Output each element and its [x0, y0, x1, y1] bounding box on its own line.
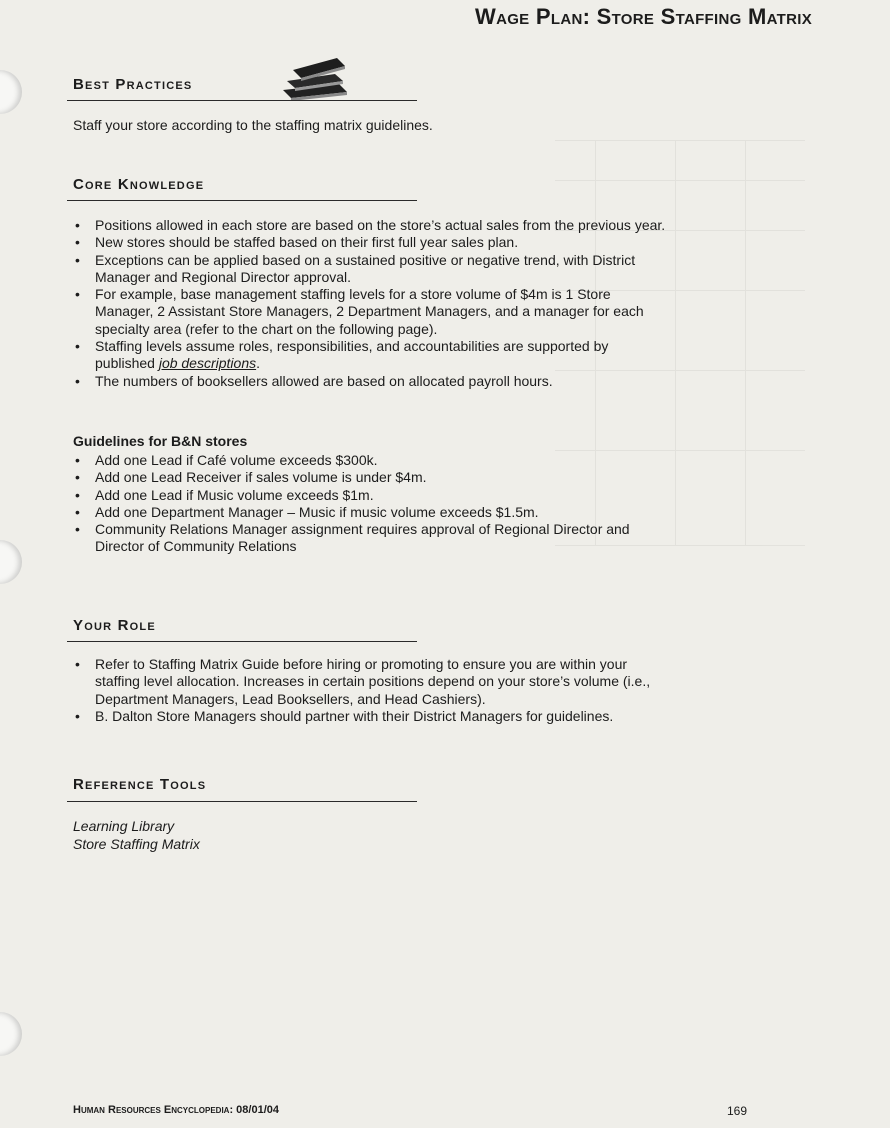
list-item: • Add one Lead if Music volume exceeds $1m.: [73, 487, 833, 504]
core-knowledge-list: [73, 217, 833, 390]
list-item: • Exceptions can be applied based on a sustained positive or negative trend, with District Manager and Regional Director approval.: [73, 252, 833, 287]
core-knowledge-heading: Core Knowledge: [73, 176, 205, 193]
best-practices-text: Staff your store according to the staffing matrix guidelines.: [73, 117, 433, 133]
list-item: • The numbers of booksellers allowed are based on allocated payroll hours.: [73, 373, 833, 390]
guidelines-list: [73, 452, 833, 556]
list-item: • Positions allowed in each store are based on the store’s actual sales from the previous year.: [73, 217, 833, 234]
list-item: • Add one Lead Receiver if sales volume is under $4m.: [73, 469, 833, 486]
page-number: 169: [727, 1104, 748, 1118]
list-item: • New stores should be staffed based on their first full year sales plan.: [73, 234, 833, 251]
list-item: • Staffing levels assume roles, responsibilities, and accountabilities are supported by published job descriptions.: [73, 338, 833, 373]
footer-source: Human Resources Encyclopedia: 08/01/04: [73, 1104, 279, 1116]
list-item: • Refer to Staffing Matrix Guide before hiring or promoting to ensure you are within your staffing level allocation. Increases in certain positions depend on your store’s volume (i.e., Department Managers, Lead Booksellers, and Head Cashiers).: [73, 656, 833, 708]
reference-item-learning-library[interactable]: Learning Library: [73, 818, 175, 834]
list-item: • Add one Lead if Café volume exceeds $300k.: [73, 452, 833, 469]
list-item: • B. Dalton Store Managers should partner with their District Managers for guidelines.: [73, 708, 833, 725]
your-role-list: [73, 656, 833, 725]
punch-hole-top: [0, 70, 22, 114]
list-item: • Add one Department Manager – Music if music volume exceeds $1.5m.: [73, 504, 833, 521]
punch-hole-middle: [0, 540, 22, 584]
reference-tools-heading: Reference Tools: [73, 776, 207, 793]
your-role-heading: Your Role: [73, 617, 156, 634]
list-item: • Community Relations Manager assignment requires approval of Regional Director and Director of Community Relations: [73, 521, 833, 556]
punch-hole-bottom: [0, 1012, 22, 1056]
list-item: • For example, base management staffing levels for a store volume of $4m is 1 Store Manager, 2 Assistant Store Managers, 2 Department Managers, and a manager for each specialty area (refer to the chart on the following page).: [73, 286, 833, 338]
your-role-rule: [67, 641, 417, 642]
reference-tools-list: [73, 817, 200, 853]
reference-item-store-staffing-matrix[interactable]: Store Staffing Matrix: [73, 836, 200, 852]
best-practices-rule: [67, 100, 417, 101]
core-knowledge-rule: [67, 200, 417, 201]
books-icon: [279, 54, 351, 102]
job-descriptions-link[interactable]: job descriptions: [158, 355, 257, 372]
page-title: Wage Plan: Store Staffing Matrix: [475, 4, 812, 29]
best-practices-heading: Best Practices: [73, 76, 193, 93]
guidelines-heading: Guidelines for B&N stores: [73, 433, 248, 449]
reference-tools-rule: [67, 801, 417, 802]
